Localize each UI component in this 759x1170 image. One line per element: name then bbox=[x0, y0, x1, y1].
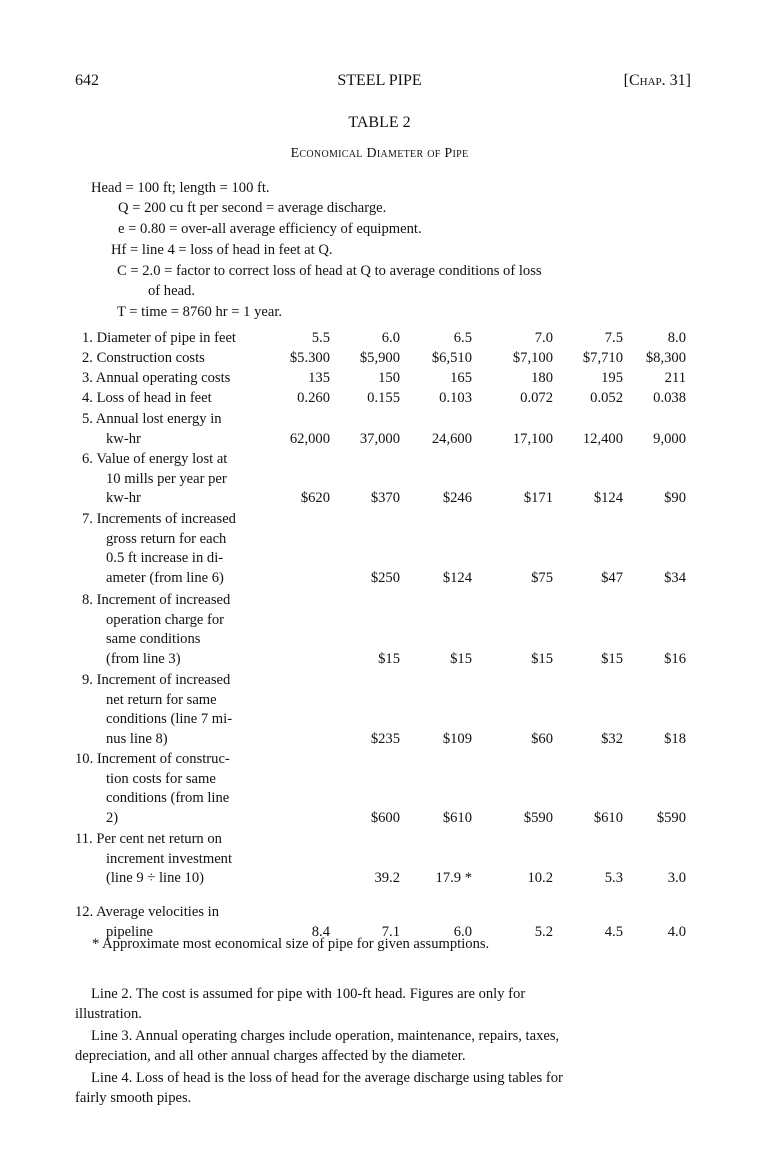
table-cell: 0.038 bbox=[653, 390, 686, 406]
table-cell: $18 bbox=[664, 731, 686, 748]
row-label-continuation: 10 mills per year per bbox=[106, 470, 227, 487]
row-label: 8. Increment of increased bbox=[82, 592, 231, 608]
row-label-continuation: (line 9 ÷ line 10) bbox=[106, 870, 204, 887]
row-label-continuation: conditions (line 7 mi- bbox=[106, 711, 233, 728]
assumption-line: T = time = 8760 hr = 1 year. bbox=[117, 304, 283, 320]
table-cell: $15 bbox=[450, 651, 472, 668]
table-cell: 4.5 bbox=[604, 923, 623, 940]
row-label-continuation: gross return for each bbox=[106, 530, 227, 547]
table-cell: $8,300 bbox=[645, 350, 686, 366]
note-line: fairly smooth pipes. bbox=[75, 1090, 192, 1106]
table-cell: $620 bbox=[300, 490, 330, 507]
table-cell: 6.5 bbox=[453, 330, 472, 346]
table-cell: $90 bbox=[664, 490, 686, 507]
table-cell: $246 bbox=[442, 490, 472, 507]
row-label-continuation: conditions (from line bbox=[106, 790, 230, 807]
assumption-line: e = 0.80 = over-all average efficiency of equipment. bbox=[118, 221, 422, 237]
row-label: 2. Construction costs bbox=[82, 350, 205, 366]
row-label: 5. Annual lost energy in bbox=[82, 411, 222, 427]
row-label: 9. Increment of increased bbox=[82, 672, 231, 688]
row-label: 6. Value of energy lost at bbox=[82, 451, 228, 467]
row-label: 4. Loss of head in feet bbox=[82, 390, 212, 406]
row-label-continuation: 0.5 ft increase in di- bbox=[106, 550, 224, 567]
table-cell: 7.0 bbox=[534, 330, 553, 346]
table-cell: $124 bbox=[442, 570, 472, 587]
table-cell: 5.3 bbox=[604, 870, 623, 887]
row-label-continuation: tion costs for same bbox=[106, 770, 216, 787]
row-label-continuation: kw-hr bbox=[106, 490, 141, 507]
assumption-line: Hf = line 4 = loss of head in feet at Q. bbox=[111, 242, 333, 258]
table-cell: $15 bbox=[378, 651, 400, 668]
table-cell: 8.0 bbox=[667, 330, 686, 346]
row-label-continuation: 2) bbox=[106, 810, 119, 827]
table-cell: 24,600 bbox=[431, 430, 472, 447]
row-label-continuation: net return for same bbox=[106, 691, 217, 708]
table-cell: $34 bbox=[664, 570, 686, 587]
table-cell: $6,510 bbox=[431, 350, 472, 366]
note-line: illustration. bbox=[75, 1006, 142, 1022]
table-cell: $590 bbox=[656, 810, 686, 827]
row-label: 11. Per cent net return on bbox=[75, 831, 222, 847]
row-label-continuation: (from line 3) bbox=[106, 651, 181, 668]
table-cell: 150 bbox=[378, 370, 400, 386]
row-label-continuation: kw-hr bbox=[106, 430, 141, 447]
table-cell: $600 bbox=[370, 810, 400, 827]
chapter-label: [Chap. 31] bbox=[623, 72, 691, 89]
table-subtitle: Economical Diameter of Pipe bbox=[290, 146, 469, 161]
table-cell: 37,000 bbox=[359, 430, 400, 447]
table-cell: $7,710 bbox=[582, 350, 623, 366]
table-cell: $610 bbox=[442, 810, 472, 827]
row-label: 3. Annual operating costs bbox=[82, 370, 231, 386]
note-line: Line 4. Loss of head is the loss of head for the average discharge using tables for bbox=[91, 1070, 563, 1086]
table-cell: 0.103 bbox=[439, 390, 472, 406]
table-cell: $75 bbox=[531, 570, 553, 587]
assumption-line: of head. bbox=[148, 283, 196, 299]
table-cell: 7.5 bbox=[604, 330, 623, 346]
table-cell: 0.072 bbox=[520, 390, 553, 406]
table-footnote: * Approximate most economical size of pipe for given assumptions. bbox=[92, 936, 490, 952]
table-cell: 135 bbox=[308, 370, 330, 386]
table-cell: 4.0 bbox=[667, 923, 686, 940]
table-cell: 5.2 bbox=[534, 923, 553, 940]
table-cell: 9,000 bbox=[653, 430, 686, 447]
row-label: 12. Average velocities in bbox=[75, 904, 219, 920]
table-cell: $7,100 bbox=[512, 350, 553, 366]
table-cell: $235 bbox=[370, 731, 400, 748]
table-cell: $250 bbox=[370, 570, 400, 587]
row-label: 1. Diameter of pipe in feet bbox=[82, 330, 236, 346]
row-label-continuation: operation charge for bbox=[106, 611, 225, 628]
row-label: 7. Increments of increased bbox=[82, 511, 236, 527]
table-cell: 6.0 bbox=[453, 923, 472, 940]
table-cell: $5,900 bbox=[359, 350, 400, 366]
table-cell: $15 bbox=[531, 651, 553, 668]
table-cell: 0.052 bbox=[590, 390, 623, 406]
table-cell: 5.5 bbox=[311, 330, 330, 346]
table-title: TABLE 2 bbox=[348, 114, 411, 131]
row-label-continuation: pipeline bbox=[106, 923, 154, 940]
table-cell: $590 bbox=[523, 810, 553, 827]
table-cell: $5.300 bbox=[289, 350, 330, 366]
assumption-line: Head = 100 ft; length = 100 ft. bbox=[91, 180, 270, 196]
table-cell: 8.4 bbox=[311, 923, 330, 940]
table-cell: 0.155 bbox=[367, 390, 400, 406]
row-label-continuation: same conditions bbox=[106, 631, 201, 648]
table-cell: $124 bbox=[593, 490, 623, 507]
assumption-line: C = 2.0 = factor to correct loss of head at Q to average conditions of loss bbox=[117, 263, 542, 279]
table-cell: 195 bbox=[601, 370, 623, 386]
table-cell: 6.0 bbox=[381, 330, 400, 346]
table-cell: 39.2 bbox=[374, 870, 400, 887]
row-label-continuation: nus line 8) bbox=[106, 731, 168, 748]
table-cell: 62,000 bbox=[289, 430, 330, 447]
table-cell: 12,400 bbox=[582, 430, 623, 447]
table-cell: $60 bbox=[531, 731, 553, 748]
table-cell: $47 bbox=[601, 570, 623, 587]
table-cell: $109 bbox=[442, 731, 472, 748]
note-line: depreciation, and all other annual charges affected by the diameter. bbox=[75, 1048, 466, 1064]
table-cell: 17.9 * bbox=[435, 870, 472, 887]
table-cell: 211 bbox=[664, 370, 686, 386]
table-cell: $171 bbox=[523, 490, 553, 507]
table-cell: 17,100 bbox=[512, 430, 553, 447]
table-cell: $32 bbox=[601, 731, 623, 748]
table-cell: $610 bbox=[593, 810, 623, 827]
row-label: 10. Increment of construc- bbox=[75, 751, 230, 767]
table-cell: 3.0 bbox=[667, 870, 686, 887]
running-title: STEEL PIPE bbox=[337, 72, 422, 89]
row-label-continuation: ameter (from line 6) bbox=[106, 570, 224, 587]
table-cell: 7.1 bbox=[381, 923, 400, 940]
row-label-continuation: increment investment bbox=[106, 850, 233, 867]
note-line: Line 3. Annual operating charges include operation, maintenance, repairs, taxes, bbox=[91, 1028, 560, 1044]
page-number: 642 bbox=[75, 72, 99, 89]
table-cell: 10.2 bbox=[527, 870, 553, 887]
table-cell: 165 bbox=[450, 370, 472, 386]
table-cell: 180 bbox=[531, 370, 553, 386]
note-line: Line 2. The cost is assumed for pipe with 100-ft head. Figures are only for bbox=[91, 986, 526, 1002]
table-cell: 0.260 bbox=[297, 390, 330, 406]
table-cell: $370 bbox=[370, 490, 400, 507]
assumption-line: Q = 200 cu ft per second = average discharge. bbox=[118, 200, 387, 216]
table-cell: $16 bbox=[664, 651, 686, 668]
table-cell: $15 bbox=[601, 651, 623, 668]
